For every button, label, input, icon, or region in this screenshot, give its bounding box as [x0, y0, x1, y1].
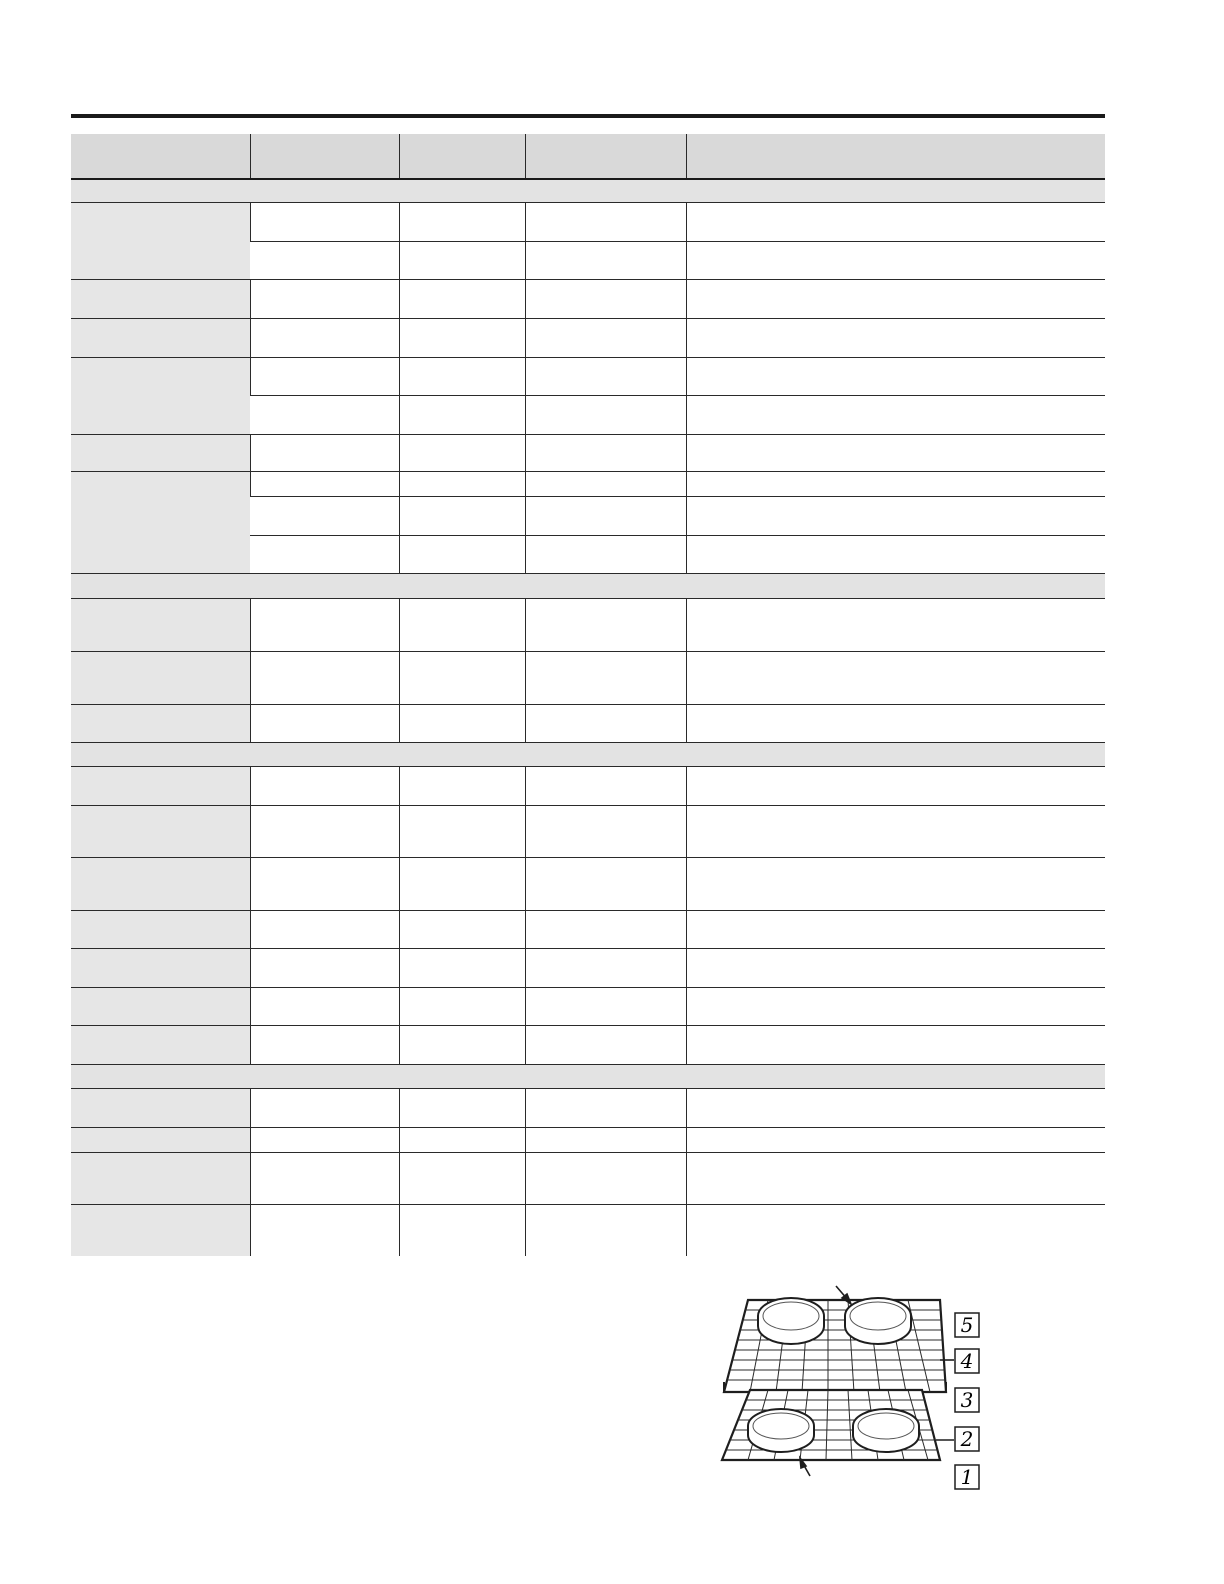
table-cell [525, 471, 686, 496]
table-cell [686, 704, 1105, 742]
table-cell [686, 1152, 1105, 1204]
table-cell [399, 651, 525, 704]
table-cell [250, 471, 399, 496]
table-cell [250, 241, 399, 279]
table-row [71, 1025, 1105, 1064]
food-cell [71, 857, 250, 910]
table-cell [250, 1025, 399, 1064]
rack-label-1: 1 [960, 1465, 974, 1489]
rack-position-label [955, 1465, 979, 1489]
section-label [71, 573, 1105, 598]
table-cell [250, 805, 399, 857]
rack-position-label [955, 1388, 979, 1412]
section-row [71, 573, 1105, 598]
food-cell [71, 651, 250, 704]
table-cell [250, 766, 399, 805]
page-header-rule [71, 114, 1105, 118]
table-row [71, 704, 1105, 742]
table-cell [686, 1204, 1105, 1256]
table-row [71, 279, 1105, 318]
table-row [71, 318, 1105, 357]
table-cell [686, 496, 1105, 535]
table-cell [250, 987, 399, 1025]
table-cell [686, 987, 1105, 1025]
table-cell [250, 279, 399, 318]
food-cell [71, 1152, 250, 1204]
table-cell [686, 434, 1105, 471]
table-row [71, 202, 1105, 241]
section-label [71, 742, 1105, 766]
upper-rack [718, 1298, 958, 1392]
table-cell [686, 948, 1105, 987]
column-header-food [71, 134, 250, 179]
table-cell [686, 766, 1105, 805]
table-cell [525, 857, 686, 910]
table-row [71, 471, 1105, 496]
table-cell [525, 1025, 686, 1064]
table-cell [399, 1127, 525, 1152]
table-cell [525, 241, 686, 279]
table-cell [399, 910, 525, 948]
table-cell [686, 357, 1105, 395]
table-cell [250, 202, 399, 241]
table-cell [399, 279, 525, 318]
table-row [71, 766, 1105, 805]
table-cell [525, 805, 686, 857]
table-cell [399, 535, 525, 573]
table-row [71, 948, 1105, 987]
table-cell [686, 279, 1105, 318]
table-cell [525, 766, 686, 805]
table-cell [525, 651, 686, 704]
table-row [71, 357, 1105, 395]
table-cell [250, 535, 399, 573]
table-cell [250, 1127, 399, 1152]
table-cell [686, 1127, 1105, 1152]
rack-label-4: 4 [960, 1349, 974, 1373]
food-cell [71, 434, 250, 471]
table-cell [686, 598, 1105, 651]
table-row [71, 1204, 1105, 1256]
food-cell [71, 279, 250, 318]
table-cell [686, 805, 1105, 857]
table-cell [399, 805, 525, 857]
table-cell [686, 202, 1105, 241]
table-cell [686, 395, 1105, 434]
table-row [71, 910, 1105, 948]
table-row [71, 1127, 1105, 1152]
section-row [71, 179, 1105, 202]
table-cell [250, 1088, 399, 1127]
food-cell [71, 766, 250, 805]
table-row [71, 651, 1105, 704]
table-cell [525, 987, 686, 1025]
food-cell [71, 987, 250, 1025]
table-cell [250, 318, 399, 357]
table-cell [399, 357, 525, 395]
section-row [71, 1064, 1105, 1088]
food-cell [71, 357, 250, 434]
table-cell [399, 202, 525, 241]
table-cell [525, 704, 686, 742]
table-cell [525, 395, 686, 434]
rack-position-label [955, 1427, 979, 1451]
table-cell [399, 766, 525, 805]
table-cell [686, 471, 1105, 496]
table-header-row [71, 134, 1105, 179]
table-cell [525, 1152, 686, 1204]
rack-position-label [955, 1349, 979, 1373]
table-cell [399, 496, 525, 535]
table-cell [399, 598, 525, 651]
table-cell [250, 857, 399, 910]
table-cell [250, 1152, 399, 1204]
table-cell [399, 471, 525, 496]
food-cell [71, 910, 250, 948]
section-label [71, 179, 1105, 202]
table-cell [399, 395, 525, 434]
table-cell [525, 1088, 686, 1127]
table-cell [525, 434, 686, 471]
rack-label-2: 2 [960, 1427, 974, 1451]
table-cell [399, 1025, 525, 1064]
table-cell [250, 1204, 399, 1256]
table-cell [399, 987, 525, 1025]
food-cell [71, 598, 250, 651]
table-cell [399, 434, 525, 471]
food-cell [71, 1088, 250, 1127]
table-cell [686, 1088, 1105, 1127]
table-cell [399, 1204, 525, 1256]
table-row [71, 1088, 1105, 1127]
table-row [71, 598, 1105, 651]
table-cell [250, 395, 399, 434]
table-row [71, 434, 1105, 471]
food-cell [71, 471, 250, 573]
table-cell [525, 202, 686, 241]
table-cell [686, 318, 1105, 357]
food-cell [71, 948, 250, 987]
food-cell [71, 318, 250, 357]
table-cell [525, 1127, 686, 1152]
table-cell [399, 318, 525, 357]
food-cell [71, 202, 250, 279]
lower-rack [718, 1390, 958, 1460]
table-cell [686, 651, 1105, 704]
table-cell [686, 910, 1105, 948]
table-cell [399, 704, 525, 742]
table-cell [525, 357, 686, 395]
food-cell [71, 704, 250, 742]
table-cell [525, 910, 686, 948]
table-cell [250, 496, 399, 535]
table-row [71, 987, 1105, 1025]
table-cell [250, 651, 399, 704]
table-cell [399, 948, 525, 987]
table-row [71, 1152, 1105, 1204]
table-cell [525, 1204, 686, 1256]
table-cell [250, 910, 399, 948]
table-cell [525, 318, 686, 357]
table-cell [250, 357, 399, 395]
table-cell [399, 241, 525, 279]
rack-position-label [955, 1313, 979, 1337]
food-cell [71, 1204, 250, 1256]
rack-label-3: 3 [960, 1388, 974, 1412]
column-header-4 [525, 134, 686, 179]
column-header-3 [399, 134, 525, 179]
table-cell [525, 598, 686, 651]
table-row [71, 857, 1105, 910]
table-row [71, 805, 1105, 857]
oven-rack-diagram [718, 1280, 988, 1490]
table-cell [686, 241, 1105, 279]
table-cell [686, 535, 1105, 573]
table-cell [525, 535, 686, 573]
table-cell [250, 948, 399, 987]
rack-label-5: 5 [960, 1313, 974, 1337]
cooking-guide-table [71, 134, 1105, 1256]
table-cell [525, 948, 686, 987]
table-cell [686, 857, 1105, 910]
section-label [71, 1064, 1105, 1088]
food-cell [71, 1025, 250, 1064]
table-cell [250, 434, 399, 471]
table-cell [686, 1025, 1105, 1064]
table-cell [525, 279, 686, 318]
column-header-comments [686, 134, 1105, 179]
column-header-2 [250, 134, 399, 179]
table-cell [399, 1152, 525, 1204]
section-row [71, 742, 1105, 766]
table-cell [250, 704, 399, 742]
table-cell [399, 1088, 525, 1127]
table-cell [525, 496, 686, 535]
table-cell [399, 857, 525, 910]
food-cell [71, 1127, 250, 1152]
food-cell [71, 805, 250, 857]
table-cell [250, 598, 399, 651]
